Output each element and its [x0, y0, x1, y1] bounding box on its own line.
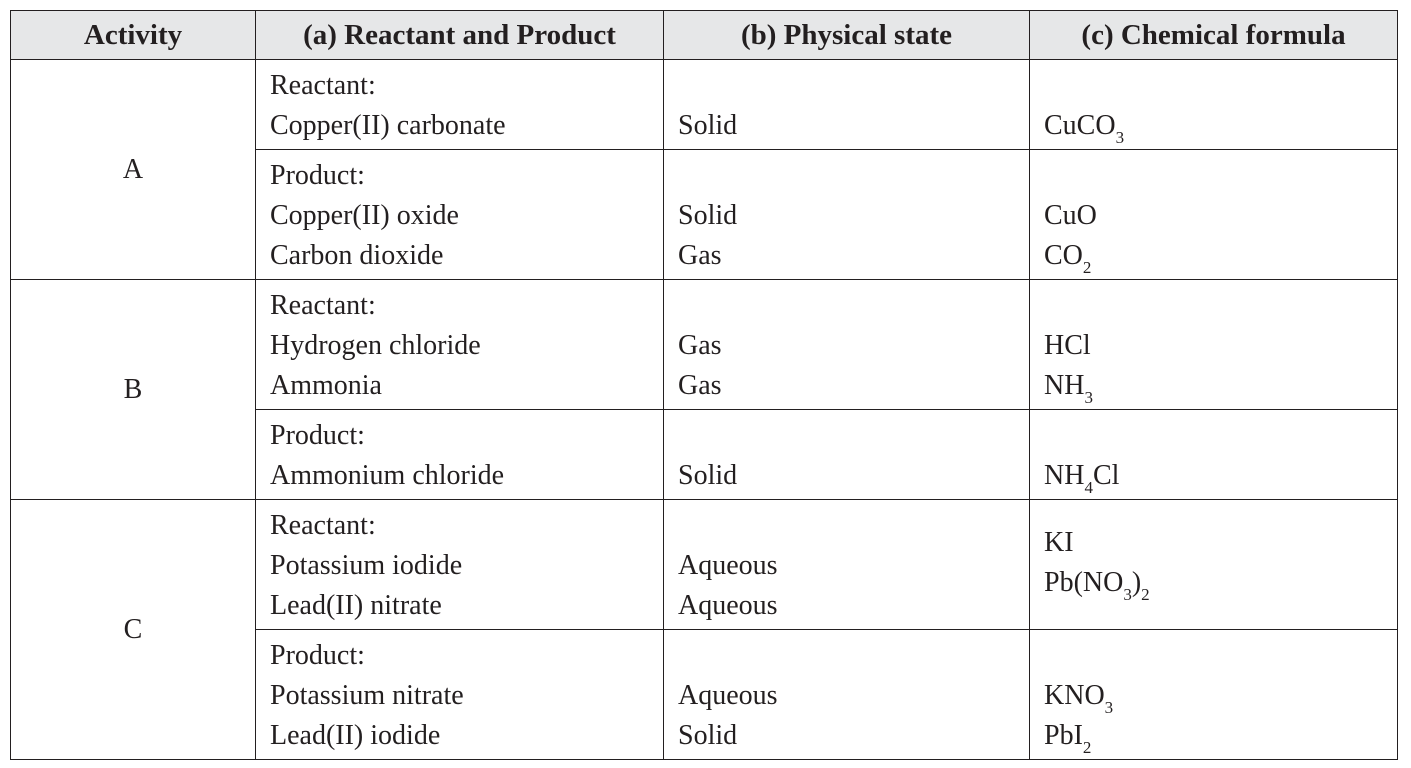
formula-text: )	[1131, 567, 1142, 598]
formula-text: NH	[1044, 370, 1085, 401]
formula-subscript: 3	[1123, 585, 1132, 604]
header-chemical-formula: (c) Chemical formula	[1030, 11, 1398, 60]
substance-name: Potassium iodide	[270, 550, 463, 581]
chemical-formula-cell	[1030, 630, 1398, 760]
chemical-formula	[1044, 236, 1397, 276]
chemical-formula	[1044, 523, 1397, 563]
substance-names-cell	[256, 630, 664, 760]
chemical-formula	[1044, 106, 1397, 146]
substance-names-cell	[256, 60, 664, 150]
header-activity: Activity	[11, 11, 256, 60]
formula-text: CO	[1044, 240, 1083, 271]
table-body	[11, 60, 1398, 760]
substance-names-cell	[256, 280, 664, 410]
table-row	[11, 280, 1398, 410]
chemical-formula-cell	[1030, 280, 1398, 410]
physical-state: Solid	[678, 110, 738, 141]
physical-state-cell	[664, 410, 1030, 500]
substance-name: Carbon dioxide	[270, 240, 444, 271]
chemical-formula	[1044, 366, 1397, 406]
chemical-formula	[1044, 196, 1397, 236]
physical-state: Aqueous	[678, 550, 778, 581]
table-row	[11, 500, 1398, 630]
physical-state: Aqueous	[678, 590, 778, 621]
formula-subscript: 2	[1082, 738, 1092, 757]
substance-names-cell	[256, 150, 664, 280]
substance-name: Copper(II) oxide	[270, 200, 459, 231]
group-heading: Reactant:	[270, 510, 376, 541]
substance-names-cell	[256, 410, 664, 500]
formula-subscript: 4	[1084, 478, 1093, 497]
group-heading: Reactant:	[270, 70, 376, 101]
group-heading: Product:	[270, 420, 365, 451]
chemical-formula-cell	[1030, 150, 1398, 280]
physical-state: Gas	[678, 370, 722, 401]
substance-names-cell	[256, 500, 664, 630]
physical-state: Solid	[678, 200, 738, 231]
formula-text: KI	[1044, 527, 1074, 558]
chemical-formula	[1044, 326, 1397, 366]
formula-subscript: 2	[1082, 258, 1092, 277]
substance-name: Lead(II) iodide	[270, 720, 441, 751]
header-reactant-product: (a) Reactant and Product	[256, 11, 664, 60]
physical-state: Solid	[678, 720, 738, 751]
chemical-formula-cell	[1030, 410, 1398, 500]
physical-state: Solid	[678, 460, 738, 491]
physical-state-cell	[664, 500, 1030, 630]
chemical-formula	[1044, 676, 1397, 716]
group-heading: Product:	[270, 640, 365, 671]
physical-state: Gas	[678, 240, 722, 271]
chemical-formula-cell	[1030, 500, 1398, 630]
formula-subscript: 3	[1104, 698, 1114, 717]
chemical-formula	[1044, 716, 1397, 756]
physical-state-cell	[664, 150, 1030, 280]
table-row	[11, 60, 1398, 150]
substance-name: Potassium nitrate	[270, 680, 464, 711]
formula-subscript: 3	[1115, 128, 1125, 147]
substance-name: Ammonia	[270, 370, 382, 401]
formula-text: PbI	[1044, 720, 1083, 751]
chemical-formula	[1044, 563, 1397, 603]
header-physical-state: (b) Physical state	[664, 11, 1030, 60]
formula-text: HCl	[1044, 330, 1091, 361]
substance-name: Lead(II) nitrate	[270, 590, 442, 621]
substance-name: Hydrogen chloride	[270, 330, 481, 361]
activity-label: B	[11, 280, 256, 500]
physical-state: Gas	[678, 330, 722, 361]
formula-subscript: 3	[1084, 388, 1093, 407]
chemical-formula	[1044, 456, 1397, 496]
activity-label: C	[11, 500, 256, 760]
formula-subscript: 2	[1141, 585, 1150, 604]
formula-text: Pb(NO	[1044, 567, 1124, 598]
formula-text: NH	[1044, 460, 1085, 491]
group-heading: Product:	[270, 160, 365, 191]
header-row	[11, 11, 1398, 60]
chemical-formula-cell	[1030, 60, 1398, 150]
physical-state-cell	[664, 280, 1030, 410]
physical-state-cell	[664, 630, 1030, 760]
formula-text: KNO	[1044, 680, 1105, 711]
substance-name: Ammonium chloride	[270, 460, 505, 491]
physical-state: Aqueous	[678, 680, 778, 711]
formula-text: CuO	[1044, 200, 1097, 231]
activity-label: A	[11, 60, 256, 280]
group-heading: Reactant:	[270, 290, 376, 321]
formula-text: CuCO	[1044, 110, 1116, 141]
reaction-table	[10, 10, 1398, 760]
physical-state-cell	[664, 60, 1030, 150]
substance-name: Copper(II) carbonate	[270, 110, 506, 141]
formula-text: Cl	[1092, 460, 1120, 491]
